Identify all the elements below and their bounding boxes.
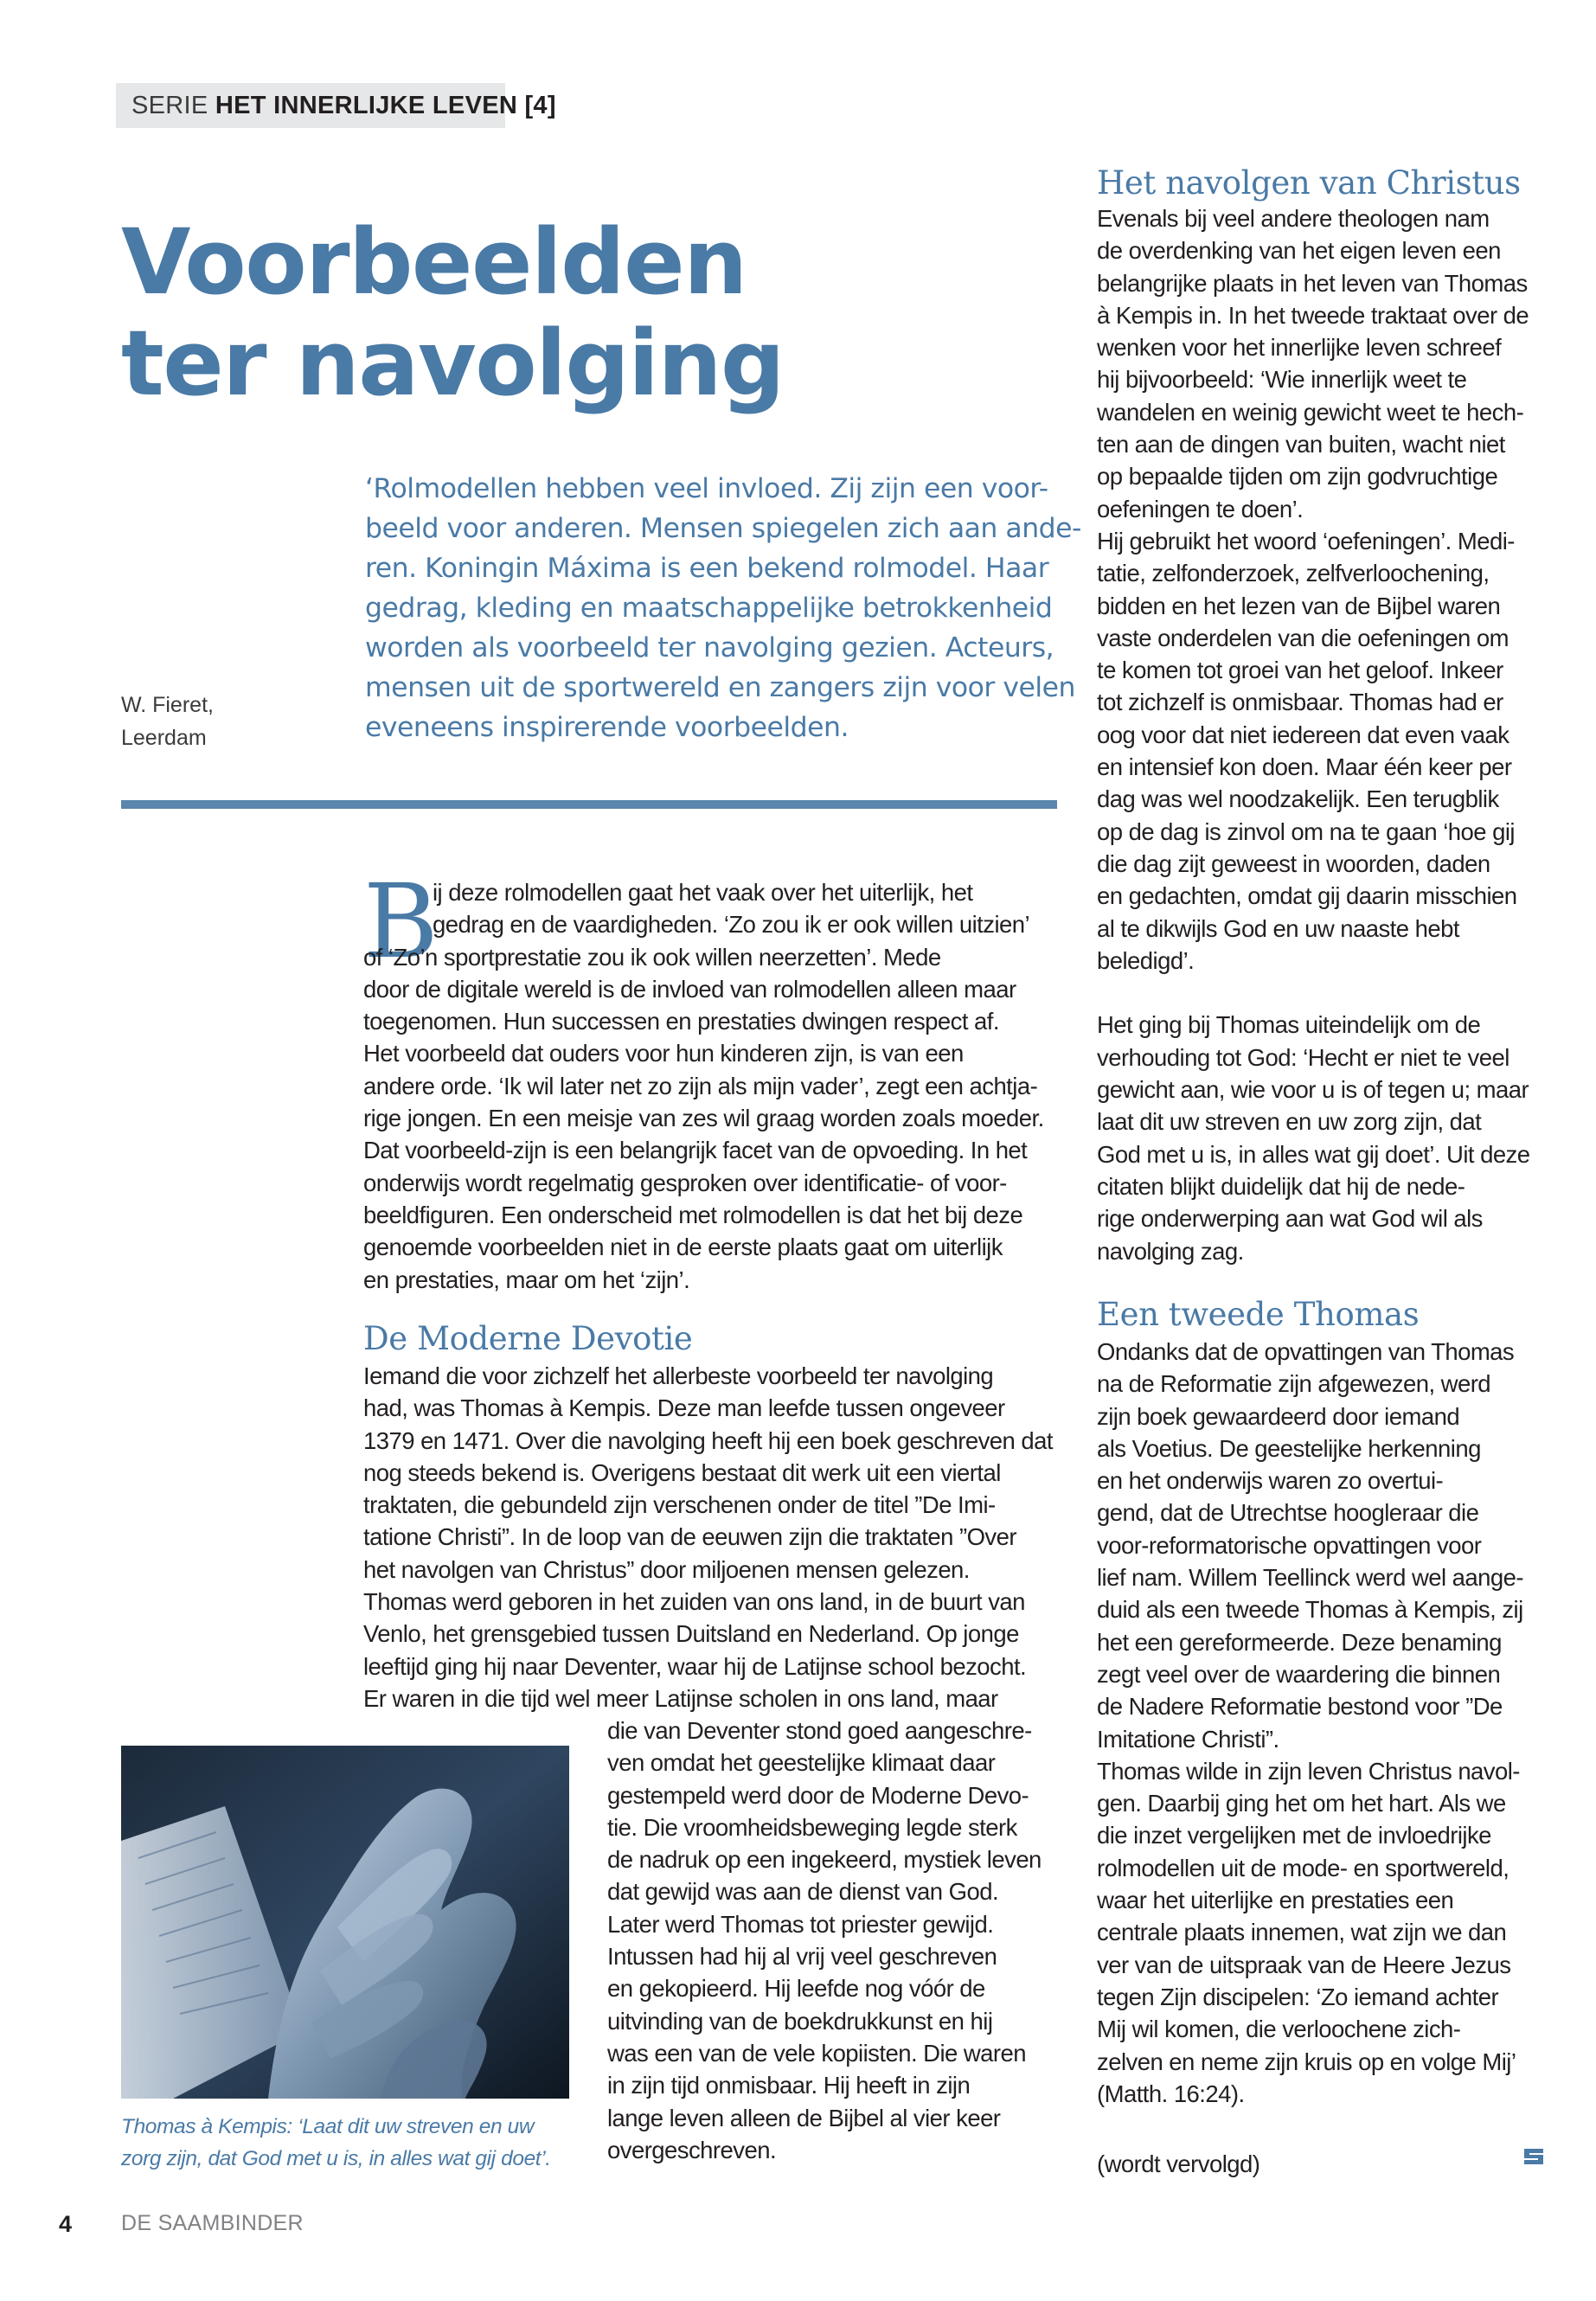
text-line: nog steeds bekend is. Overigens bestaat dit werk uit een viertal — [363, 1458, 1001, 1486]
text-line: oog voor dat niet iedereen dat even vaak — [1097, 721, 1509, 748]
text-line: gend, dat de Utrechtse hoogleraar die — [1097, 1499, 1479, 1527]
text-line: de Nadere Reformatie bestond voor ”De — [1097, 1693, 1503, 1721]
subheading-tweede-thomas: Een tweede Thomas — [1097, 1296, 1420, 1333]
text-line: gedrag en de vaardigheden. ‘Zo zou ik er ook willen uitzien’ — [433, 911, 1030, 939]
text-line: Later werd Thomas tot priester gewijd. — [607, 1910, 994, 1938]
text-line: die van Deventer stond goed aangeschre- — [607, 1717, 1032, 1744]
praying-hands-photo — [121, 1746, 569, 2099]
text-line: had, was Thomas à Kempis. Deze man leefde tussen ongeveer — [363, 1394, 1005, 1422]
text-line: voor-reformatorische opvattingen voor — [1097, 1531, 1482, 1559]
text-line: ij deze rolmodellen gaat het vaak over het uiterlijk, het — [433, 879, 973, 906]
text-line: dat gewijd was aan de dienst van God. — [607, 1878, 999, 1906]
text-line: beeld voor anderen. Mensen spiegelen zich aan ande- — [365, 513, 1081, 544]
text-line: belangrijke plaats in het leven van Thomas — [1097, 269, 1528, 297]
text-line: op de dag is zinvol om na te gaan ‘hoe gij — [1097, 817, 1515, 845]
text-line: na de Reformatie zijn afgewezen, werd — [1097, 1370, 1491, 1398]
text-line: uitvinding van de boekdrukkunst en hij — [607, 2007, 993, 2035]
text-line: zelven en neme zijn kruis op en volge Mij’ — [1097, 2048, 1516, 2075]
praying-hands-image — [121, 1746, 569, 2099]
text-line: dag was wel noodzakelijk. Een terugblik — [1097, 785, 1499, 813]
text-line: te komen tot groei van het geloof. Inkeer — [1097, 657, 1503, 684]
text-line: Het voorbeeld dat ouders voor hun kinderen zijn, is van een — [363, 1040, 964, 1067]
text-line: hij bijvoorbeeld: ‘Wie innerlijk weet te — [1097, 366, 1467, 394]
author-location: Leerdam — [121, 726, 207, 750]
article-title — [121, 209, 784, 416]
text-line: het navolgen van Christus” door miljoenen mensen gelezen. — [363, 1555, 970, 1583]
text-line: oefeningen te doen’. — [1097, 495, 1304, 522]
text-line: verhouding tot God: ‘Hecht er niet te veel — [1097, 1043, 1509, 1071]
continued-note — [1097, 2148, 1259, 2180]
text-line: de overdenking van het eigen leven een — [1097, 237, 1501, 265]
text-line: die inzet vergelijken met de invloedrijke — [1097, 1822, 1491, 1849]
text-line: Dat voorbeeld-zijn is een belangrijk facet van de opvoeding. In het — [363, 1137, 1028, 1164]
text-line: 1379 en 1471. Over die navolging heeft hij een boek geschreven dat — [363, 1426, 1053, 1454]
text-line: vaste onderdelen van die oefeningen om — [1097, 624, 1509, 651]
text-line: gedrag, kleding en maatschappelijke betrokkenheid — [365, 593, 1053, 624]
text-line: wenken voor het innerlijke leven schreef — [1097, 334, 1502, 362]
text-line: rolmodellen uit de mode- en sportwereld, — [1097, 1854, 1509, 1881]
page-number: 4 — [59, 2211, 73, 2237]
text-line: Er waren in die tijd wel meer Latijnse scholen in ons land, maar — [363, 1684, 998, 1712]
text-line: Venlo, het grensgebied tussen Duitsland en Nederland. Op jonge — [363, 1620, 1019, 1648]
text-line: waar het uiterlijke en prestaties een — [1097, 1887, 1454, 1914]
text-line: ten aan de dingen van buiten, wacht niet — [1097, 431, 1505, 458]
text-line: genoemde voorbeelden niet in de eerste plaats gaat om uiterlijk — [363, 1234, 1003, 1261]
section-divider — [121, 800, 1057, 809]
text-line: lange leven alleen de Bijbel al vier keer — [607, 2104, 1001, 2131]
text-line: was een van de vele kopiisten. Die waren — [607, 2039, 1026, 2067]
drop-cap: B — [363, 862, 439, 981]
text-line: God met u is, in alles wat gij doet’. Uit deze — [1097, 1140, 1530, 1168]
text-line: (Matth. 16:24). — [1097, 2080, 1245, 2107]
caption-line: zorg zijn, dat God met u is, in alles wat gij doet’. — [121, 2147, 551, 2170]
text-line: ‘Rolmodellen hebben veel invloed. Zij zijn een voor- — [365, 473, 1048, 504]
text-line: de nadruk op een ingekeerd, mystiek leven — [607, 1846, 1042, 1874]
text-line: eveneens inspirerende voorbeelden. — [365, 712, 849, 743]
text-line: centrale plaats innemen, wat zijn we dan — [1097, 1919, 1507, 1946]
text-line: rige onderwerping aan wat God wil als — [1097, 1205, 1483, 1233]
text-line: en gekopieerd. Hij leefde nog vóór de — [607, 1975, 985, 2003]
text-line: duid als een tweede Thomas à Kempis, zij — [1097, 1596, 1523, 1624]
text-line: door de digitale wereld is de invloed van rolmodellen alleen maar — [363, 975, 1016, 1003]
text-line: leeftijd ging hij naar Deventer, waar hij de Latijnse school bezocht. — [363, 1652, 1027, 1680]
text-line: Mij wil komen, die verloochene zich- — [1097, 2016, 1461, 2043]
text-line: rige jongen. En een meisje van zes wil graag worden zoals moeder. — [363, 1105, 1044, 1132]
text-line: ren. Koningin Máxima is een bekend rolmodel. Haar — [365, 553, 1049, 584]
text-line: à Kempis in. In het tweede traktaat over de — [1097, 301, 1529, 329]
text-line: toegenomen. Hun successen en prestaties dwingen respect af. — [363, 1008, 999, 1035]
text-line: traktaten, die gebundeld zijn verschenen onder de titel ”De Imi- — [363, 1491, 996, 1519]
text-line: tatione Christi”. In de loop van de eeuwen zijn die traktaten ”Over — [363, 1523, 1016, 1551]
text-line: ver van de uitspraak van de Heere Jezus — [1097, 1951, 1511, 1978]
author-byline — [121, 689, 251, 754]
text-line: Intussen had hij al vrij veel geschreven — [607, 1943, 997, 1971]
text-line: en prestaties, maar om het ‘zijn’. — [363, 1266, 690, 1293]
text-line: Het ging bij Thomas uiteindelijk om de — [1097, 1011, 1481, 1039]
text-line: mensen uit de sportwereld en zangers zijn voor velen — [365, 672, 1075, 703]
text-line: het een gereformeerde. Deze benaming — [1097, 1628, 1502, 1656]
text-line: bidden en het lezen van de Bijbel waren — [1097, 592, 1501, 619]
series-title: HET INNERLIJKE LEVEN [4] — [215, 92, 556, 119]
text-line: beeldfiguren. Een onderscheid met rolmodellen is dat het bij deze — [363, 1201, 1023, 1228]
text-line: overgeschreven. — [607, 2136, 777, 2163]
text-line: laat dit uw streven en uw zorg zijn, dat — [1097, 1108, 1482, 1136]
text-line: Ondanks dat de opvattingen van Thomas — [1097, 1338, 1515, 1365]
text-line: andere orde. ‘Ik wil later net zo zijn als mijn vader’, zegt een achtja- — [363, 1072, 1038, 1099]
body-devotie-wide — [363, 1360, 1053, 1715]
text-line: Thomas wilde in zijn leven Christus navol- — [1097, 1757, 1520, 1785]
text-line: en intensief kon doen. Maar één keer per — [1097, 753, 1512, 781]
text-line: worden als voorbeeld ter navolging gezien. Acteurs, — [365, 632, 1054, 663]
text-line: Thomas werd geboren in het zuiden van ons land, in de buurt van — [363, 1588, 1025, 1616]
text-line: gestempeld werd door de Moderne Devo- — [607, 1781, 1029, 1809]
text-line: tot zichzelf is onmisbaar. Thomas had er — [1097, 689, 1503, 716]
title-line: Voorbeelden — [121, 209, 747, 315]
publication-name: DE SAAMBINDER — [121, 2211, 304, 2235]
text-line: zegt veel over de waardering die binnen — [1097, 1660, 1501, 1688]
text-line: navolging zag. — [1097, 1237, 1244, 1265]
lead-paragraph — [365, 469, 1081, 747]
title-line: ter navolging — [121, 311, 784, 416]
text-line: tegen Zijn discipelen: ‘Zo iemand achter — [1097, 1983, 1499, 2010]
text-line: op bepaalde tijden om zijn godvruchtige — [1097, 463, 1498, 490]
text-line: Imitatione Christi”. — [1097, 1725, 1279, 1753]
text-line: lief nam. Willem Teellinck werd wel aange- — [1097, 1564, 1523, 1592]
text-line: tie. Die vroomheidsbeweging legde sterk — [607, 1813, 1017, 1841]
series-prefix: SERIE — [131, 92, 215, 119]
continued-text: (wordt vervolgd) — [1097, 2150, 1260, 2177]
text-line: gen. Daarbij ging het om het hart. Als we — [1097, 1790, 1506, 1817]
text-line: in zijn tijd onmisbaar. Hij heeft in zijn — [607, 2072, 971, 2099]
text-line: citaten blijkt duidelijk dat hij de nede- — [1097, 1172, 1465, 1200]
text-line: Evenals bij veel andere theologen nam — [1097, 205, 1490, 232]
author-name: W. Fieret, — [121, 693, 214, 717]
body-tweede-thomas — [1097, 1336, 1523, 2110]
caption-line: Thomas à Kempis: ‘Laat dit uw streven en uw — [121, 2115, 535, 2138]
photo-caption — [121, 2111, 571, 2175]
text-line: en het onderwijs waren zo overtui- — [1097, 1467, 1444, 1495]
text-line: Hij gebruikt het woord ‘oefeningen’. Medi- — [1097, 527, 1515, 554]
text-line: ven omdat het geestelijke klimaat daar — [607, 1749, 996, 1777]
series-tag — [116, 83, 556, 128]
text-line: Iemand die voor zichzelf het allerbeste voorbeeld ter navolging — [363, 1362, 994, 1389]
text-line: die dag zijt geweest in woorden, daden — [1097, 849, 1490, 877]
text-line: al te dikwijls God en uw naaste hebt — [1097, 914, 1459, 942]
text-line: wandelen en weinig gewicht weet te hech- — [1097, 398, 1524, 426]
text-line: gewicht aan, wie voor u is of tegen u; maar — [1097, 1076, 1529, 1104]
text-line: onderwijs wordt regelmatig gesproken over identificatie- of voor- — [363, 1169, 1007, 1196]
text-line: tatie, zelfonderzoek, zelfverloochening, — [1097, 560, 1490, 587]
text-line: zijn boek gewaardeerd door iemand — [1097, 1402, 1460, 1430]
text-line: en gedachten, omdat gij daarin misschien — [1097, 882, 1517, 910]
paragraph-gap — [1097, 977, 1530, 1009]
subheading-moderne-devotie: De Moderne Devotie — [363, 1320, 693, 1357]
text-line: als Voetius. De geestelijke herkenning — [1097, 1434, 1481, 1462]
text-line: beledigd’. — [1097, 946, 1195, 974]
body-intro — [363, 876, 1044, 1296]
text-line: of ‘Zo’n sportprestatie zou ik ook willen neerzetten’. Mede — [363, 943, 941, 971]
subheading-navolgen: Het navolgen van Christus — [1097, 164, 1521, 202]
end-mark-icon — [1521, 2145, 1547, 2172]
body-devotie-narrow — [607, 1715, 1042, 2166]
body-navolgen — [1097, 202, 1530, 1267]
